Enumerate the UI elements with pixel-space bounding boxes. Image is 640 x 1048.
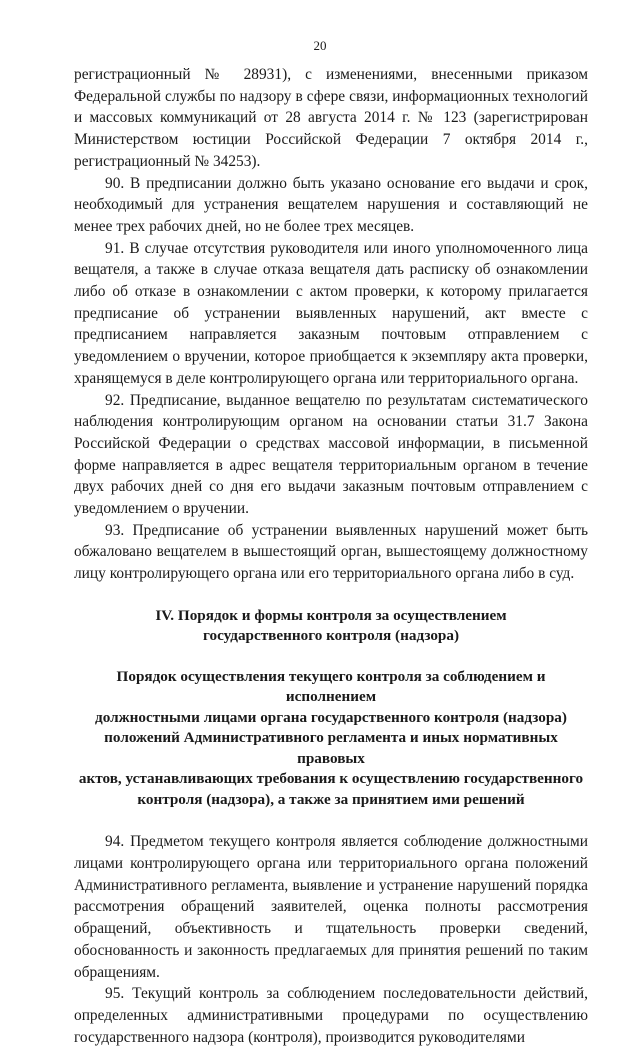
section-heading-line-1: IV. Порядок и формы контроля за осуществлением bbox=[155, 606, 507, 624]
paragraph-92: 92. Предписание, выданное вещателю по результатам систематического наблюдения контролирующим органом на основании статьи 31.7 Закона Российской Федерации о средствах массовой информации, в письменной форме направляется в адрес вещателя территориальным органом в течение двух рабочих дней со дня его выдачи заказным почтовым отправлением с уведомлением о вручении. bbox=[74, 391, 588, 518]
document-body bbox=[74, 64, 588, 1048]
spacer bbox=[74, 810, 588, 831]
paragraph-94: 94. Предметом текущего контроля является соблюдение должностными лицами контролирующего органа или территориального органа положений Административного регламента, выявление и устранение нарушений порядка рассмотрения обращений заявителей, оценка полноты рассмотрения обращений, объективность и тщательность проверки сведений, обоснованность и законность предлагаемых для принятия решений по таким обращениям. bbox=[74, 833, 588, 981]
subsection-heading-line-1: Порядок осуществления текущего контроля за соблюдением и исполнением bbox=[116, 667, 546, 706]
subsection-heading-line-2: должностными лицами органа государственного контроля (надзора) bbox=[95, 708, 567, 726]
section-heading bbox=[74, 606, 588, 647]
section-heading-line-2: государственного контроля (надзора) bbox=[202, 627, 460, 645]
paragraph-93: 93. Предписание об устранении выявленных нарушений может быть обжаловано вещателем в вышестоящий орган, вышестоящему должностному лицу контролирующего органа или его территориального органа либо в суд. bbox=[74, 521, 588, 583]
paragraph-95: 95. Текущий контроль за соблюдением последовательности действий, определенных административными процедурами по осуществлению государственного надзора (контроля), производится руководителями bbox=[74, 985, 588, 1046]
subsection-heading-line-4: актов, устанавливающих требования к осуществлению государственного bbox=[78, 770, 584, 788]
subsection-heading-line-5: контроля (надзора), а также за принятием ими решений bbox=[137, 790, 525, 808]
page-number: 20 bbox=[313, 38, 327, 53]
paragraph-90: 90. В предписании должно быть указано основание его выдачи и срок, необходимый для устранения вещателем нарушения и составляющий не менее трех рабочих дней, но не более трех месяцев. bbox=[74, 174, 588, 235]
subsection-heading-line-3: положений Административного регламента и иных нормативных правовых bbox=[104, 729, 558, 767]
paragraph-intro-continuation: регистрационный № 28931), с изменениями, внесенными приказом Федеральной службы по надзору в сфере связи, информационных технологий и массовых коммуникаций от 28 августа 2014 г. № 123 (зарегистрирован Министерством юстиции Российской Федерации 7 октября 2014 г., регистрационный № 34253). bbox=[74, 66, 588, 170]
paragraph-91: 91. В случае отсутствия руководителя или иного уполномоченного лица вещателя, а также в случае отказа вещателя дать расписку об ознакомлении либо об отказе в ознакомлении с актом проверки, к которому прилагается предписание об устранении выявленных нарушений, акт вместе с предписанием направляется заказным почтовым отправлением с уведомлением о вручении, которое приобщается к экземпляру акта проверки, хранящемуся в деле контролирующего органа или территориального органа. bbox=[74, 239, 588, 387]
subsection-heading bbox=[74, 667, 588, 811]
